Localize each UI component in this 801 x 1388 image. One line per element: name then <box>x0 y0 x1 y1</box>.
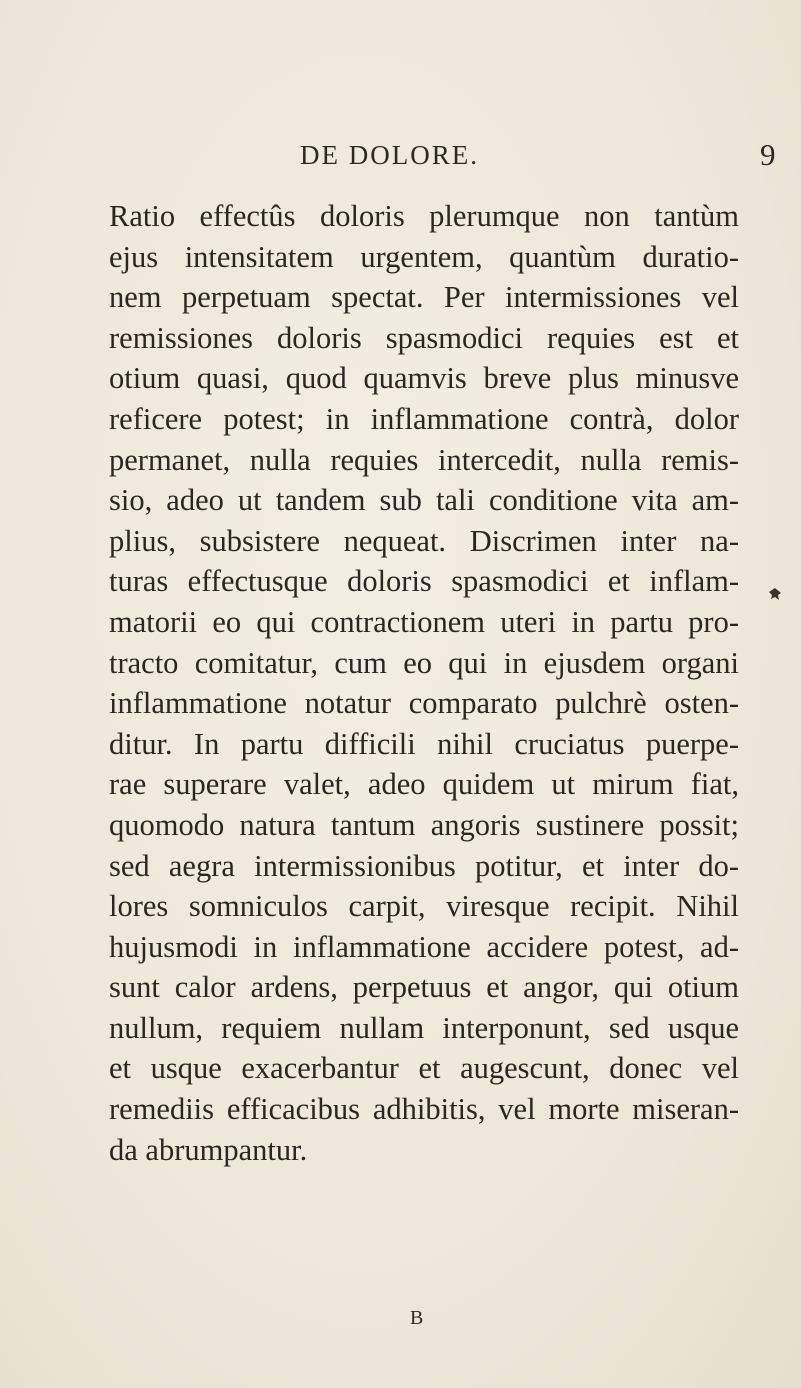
text-line: otium quasi, quod quamvis breve plus minusve <box>109 361 739 396</box>
text-line: reficere potest; in inflammatione contrà, dolor <box>109 401 739 436</box>
text-line: remissiones doloris spasmodici requies est et <box>109 320 739 355</box>
text-line: nem perpetuam spectat. Per intermissiones vel <box>109 280 739 315</box>
text-line: lores somniculos carpit, viresque recipit. Nihil <box>109 889 739 924</box>
text-line: remediis efficacibus adhibitis, vel morte miseran- <box>109 1092 739 1127</box>
text-line: sio, adeo ut tandem sub tali conditione vita am- <box>109 483 739 518</box>
text-line: ejus intensitatem urgentem, quantùm duratio- <box>109 239 739 274</box>
ink-blot-icon <box>766 585 784 603</box>
text-line: da abrumpantur. <box>109 1132 308 1167</box>
text-line: nullum, requiem nullam interponunt, sed usque <box>109 1010 739 1045</box>
signature-mark: B <box>410 1307 424 1329</box>
text-line: turas effectusque doloris spasmodici et inflam- <box>109 564 739 599</box>
running-head-title: DE DOLORE. <box>300 140 479 170</box>
text-line: Ratio effectûs doloris plerumque non tantùm <box>109 199 739 233</box>
text-line: quomodo natura tantum angoris sustinere possit; <box>109 807 739 842</box>
text-line: hujusmodi in inflammatione accidere potest, ad- <box>109 929 739 964</box>
page-number: 9 <box>760 137 776 172</box>
text-line: sed aegra intermissionibus potitur, et inter do- <box>109 848 739 883</box>
text-line: permanet, nulla requies intercedit, nulla remis- <box>109 442 739 477</box>
text-line: et usque exacerbantur et augescunt, donec vel <box>109 1051 739 1086</box>
text-line: matorii eo qui contractionem uteri in partu pro- <box>109 604 739 639</box>
text-line: sunt calor ardens, perpetuus et angor, qui otium <box>109 970 739 1005</box>
text-line: rae superare valet, adeo quidem ut mirum fiat, <box>109 767 739 802</box>
text-line: ditur. In partu difficili nihil cruciatus puerpe- <box>109 726 739 761</box>
body-paragraph <box>109 196 739 1170</box>
text-line: plius, subsistere nequeat. Discrimen inter na- <box>109 523 739 558</box>
text-line: inflammatione notatur comparato pulchrè osten- <box>109 686 739 721</box>
text-line: tracto comitatur, cum eo qui in ejusdem organi <box>109 645 739 680</box>
